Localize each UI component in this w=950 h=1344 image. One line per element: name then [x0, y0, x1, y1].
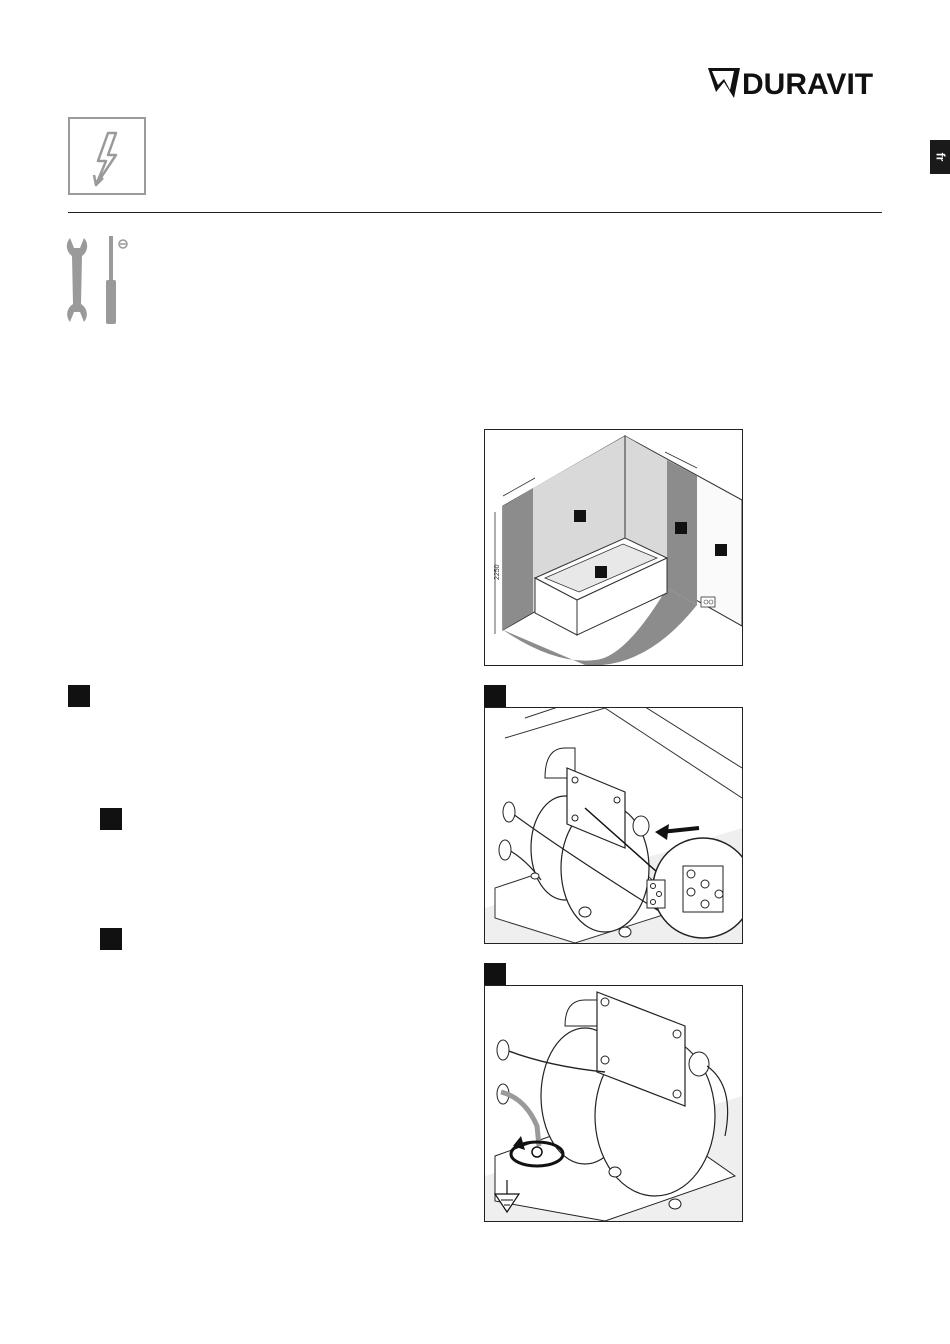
pump-grounding-figure [484, 985, 743, 1222]
duravit-logo [706, 62, 890, 102]
figure-marker-3 [484, 963, 506, 985]
step-marker-main [68, 685, 90, 707]
language-tab[interactable] [930, 140, 950, 174]
language-tab-label: fr [932, 152, 947, 162]
pump-connection-figure [484, 707, 743, 944]
step-marker-sub-2 [100, 928, 122, 950]
lightning-icon [70, 119, 144, 193]
electrical-warning-box [68, 117, 146, 195]
figure-marker-2 [484, 685, 506, 707]
brand-name: DURAVIT [742, 68, 874, 101]
tools-icon [64, 232, 134, 328]
step-marker-sub-1 [100, 808, 122, 830]
section-divider [68, 212, 882, 213]
height-dimension-label: 2250 [494, 564, 501, 580]
bathroom-zones-figure [484, 429, 743, 666]
